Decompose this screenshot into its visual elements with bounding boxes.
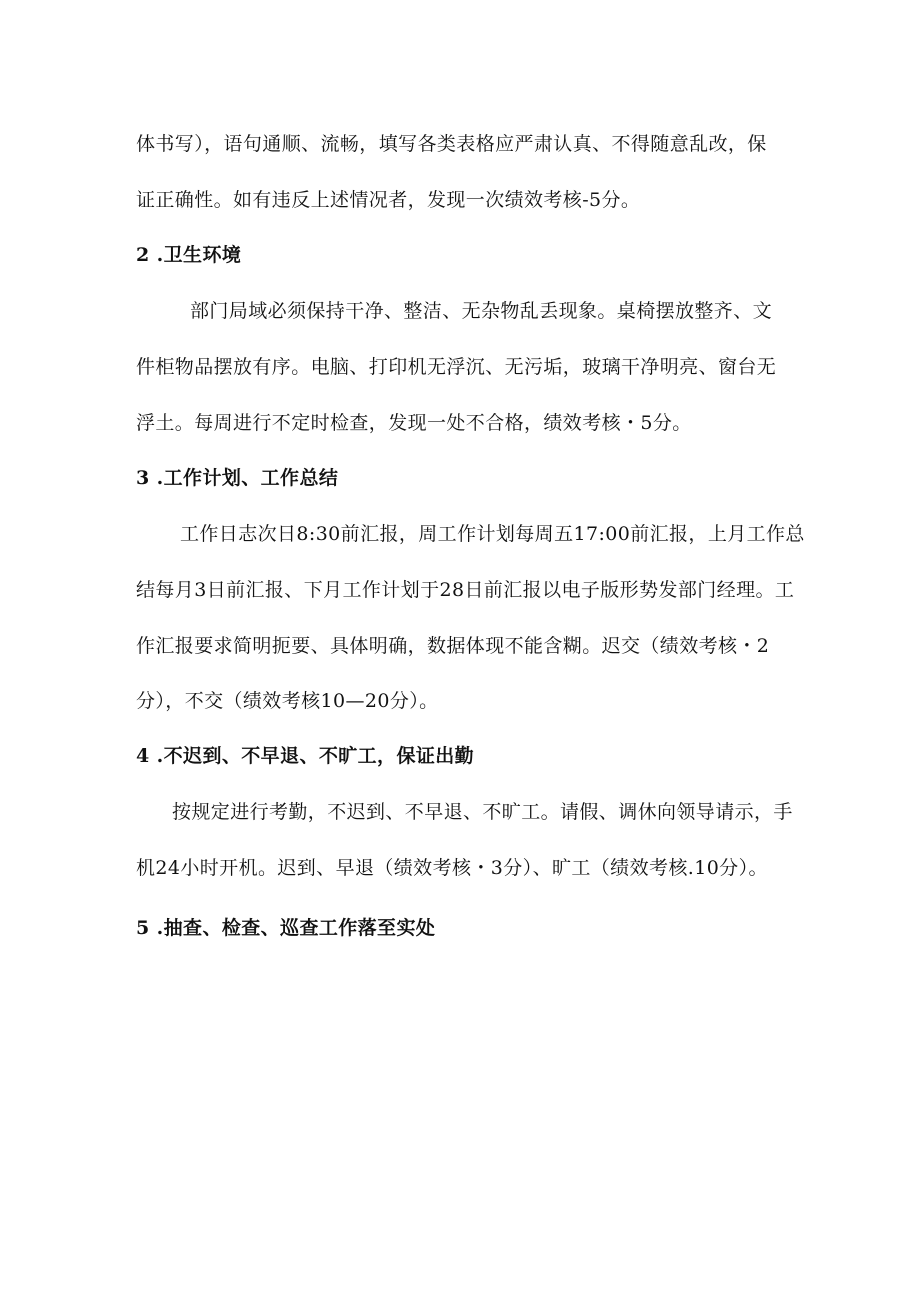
section-hygiene-line-1: 部门局域必须保持干净、整洁、无杂物乱丢现象。桌椅摆放整齐、文: [190, 300, 773, 322]
section-hygiene-line-2: 件柜物品摆放有序。电脑、打印机无浮沉、无污垢，玻璃干净明亮、窗台无: [136, 356, 777, 378]
section-hygiene-line-3: 浮土。每周进行不定时检查，发现一处不合格，绩效考核・5分。: [136, 412, 692, 434]
section-work-plan-line-4: 分），不交（绩效考核10—20分）。: [136, 690, 439, 712]
section-heading-work-plan: 3 .工作计划、工作总结: [136, 467, 339, 489]
section-attendance-line-2: 机24小时开机。迟到、早退（绩效考核・3分）、旷工（绩效考核.10分）。: [136, 857, 768, 879]
section-heading-inspection: 5 .抽查、检查、巡查工作落至实处: [136, 917, 436, 939]
section-work-plan-line-3: 作汇报要求简明扼要、具体明确，数据体现不能含糊。迟交（绩效考核・2: [136, 635, 770, 657]
section-work-plan-line-1: 工作日志次日8:30前汇报，周工作计划每周五17:00前汇报，上月工作总: [180, 523, 805, 545]
intro-line-2: 证正确性。如有违反上述情况者，发现一次绩效考核-5分。: [136, 189, 641, 211]
section-attendance-line-1: 按规定进行考勤，不迟到、不早退、不旷工。请假、调休向领导请示，手: [172, 801, 793, 823]
section-work-plan-line-2: 结每月3日前汇报、下月工作计划于28日前汇报以电子版形势发部门经理。工: [136, 579, 795, 601]
section-heading-attendance: 4 .不迟到、不早退、不旷工，保证出勤: [136, 745, 475, 767]
intro-line-1: 体书写），语句通顺、流畅，填写各类表格应严肃认真、不得随意乱改，保: [136, 133, 767, 155]
section-heading-hygiene: 2 .卫生环境: [136, 244, 242, 266]
